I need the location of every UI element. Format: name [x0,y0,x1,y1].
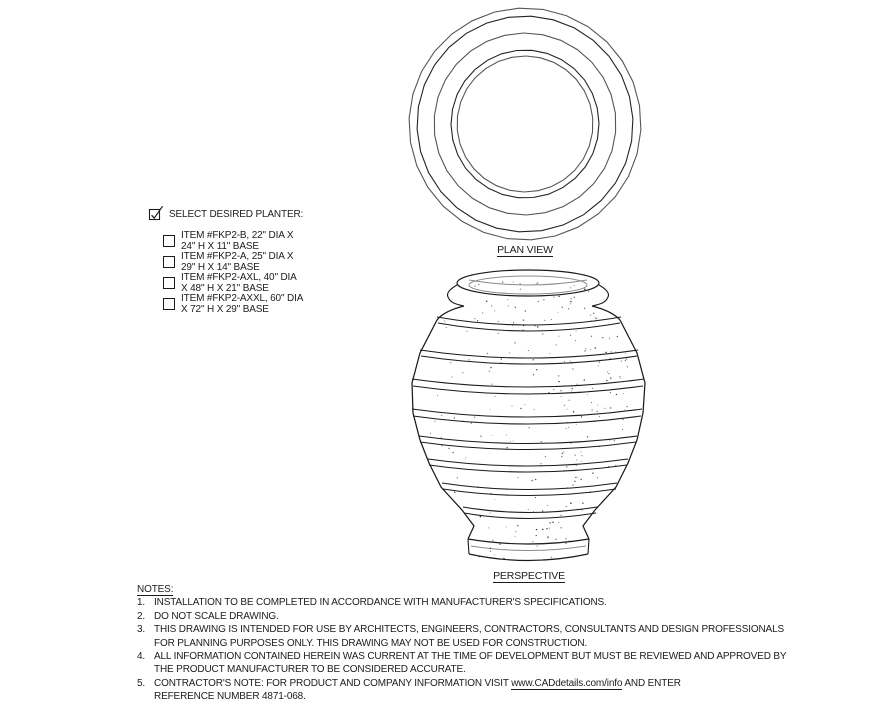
note-text: DO NOT SCALE DRAWING. [154,610,279,622]
note-number: 3. [137,624,146,636]
note-item-1 [137,596,837,609]
planter-option-row [163,251,303,273]
note-text: INSTALLATION TO BE COMPLETED IN ACCORDANCE WITH MANUFACTURER'S SPECIFICATIONS. [154,597,607,609]
planter-option-label: ITEM #FKP2-B, 22" DIA X 24" H X 11" BASE [181,230,294,252]
planter-option-row [163,230,303,252]
notes-section [137,583,837,704]
note-item-5 [137,677,837,704]
plan-view-label: PLAN VIEW [497,244,553,256]
selector-items [163,230,303,319]
note-text-prefix: CONTRACTOR'S NOTE: FOR PRODUCT AND COMPANY INFORMATION VISIT [154,677,512,689]
empty-checkbox-icon[interactable] [163,277,175,289]
planter-selector [148,205,304,315]
note-text-suffix: AND ENTER [622,677,681,689]
planter-option-row [163,272,303,294]
note-text: REFERENCE NUMBER 4871-068. [154,691,306,703]
note-item-4 [137,650,837,677]
empty-checkbox-icon[interactable] [163,235,175,247]
plan-view-label-wrap [402,244,648,257]
planter-option-label: ITEM #FKP2-AXL, 40" DIA X 48" H X 21" BASE [181,272,297,294]
planter-option-row [163,293,303,315]
perspective-label-wrap [396,570,662,583]
note-text: THE PRODUCT MANUFACTURER TO BE CONSIDERED ACCURATE. [154,664,466,676]
notes-heading: NOTES: [137,584,174,595]
note-number: 1. [137,597,146,609]
note-item-2 [137,610,837,623]
note-number: 4. [137,651,146,663]
empty-checkbox-icon[interactable] [163,298,175,310]
perspective-label: PERSPECTIVE [493,570,565,582]
note-number: 2. [137,610,146,622]
checked-checkbox-icon[interactable] [148,204,164,221]
perspective-drawing [396,258,662,570]
note-number: 5. [137,677,146,689]
note-text: FOR PLANNING PURPOSES ONLY. THIS DRAWING MAY NOT BE USED FOR CONSTRUCTION. [154,637,588,649]
caddetails-link[interactable]: www.CADdetails.com/info [511,677,623,689]
selector-title: SELECT DESIRED PLANTER: [169,209,304,220]
plan-view-drawing [402,1,648,247]
note-text [154,677,681,690]
note-item-3 [137,623,837,650]
planter-option-label: ITEM #FKP2-A, 25" DIA X 29" H X 14" BASE [181,251,294,273]
note-text: ALL INFORMATION CONTAINED HEREIN WAS CURRENT AT THE TIME OF DEVELOPMENT BUT MUST BE REVIEWED AND APPROVED BY [154,651,787,663]
empty-checkbox-icon[interactable] [163,256,175,268]
planter-option-label: ITEM #FKP2-AXXL, 60" DIA X 72" H X 29" BASE [181,293,303,315]
selector-header [148,205,303,221]
note-text: THIS DRAWING IS INTENDED FOR USE BY ARCHITECTS, ENGINEERS, CONTRACTORS, CONSULTANTS AND DESIGN PROFESSIONALS [154,624,785,636]
